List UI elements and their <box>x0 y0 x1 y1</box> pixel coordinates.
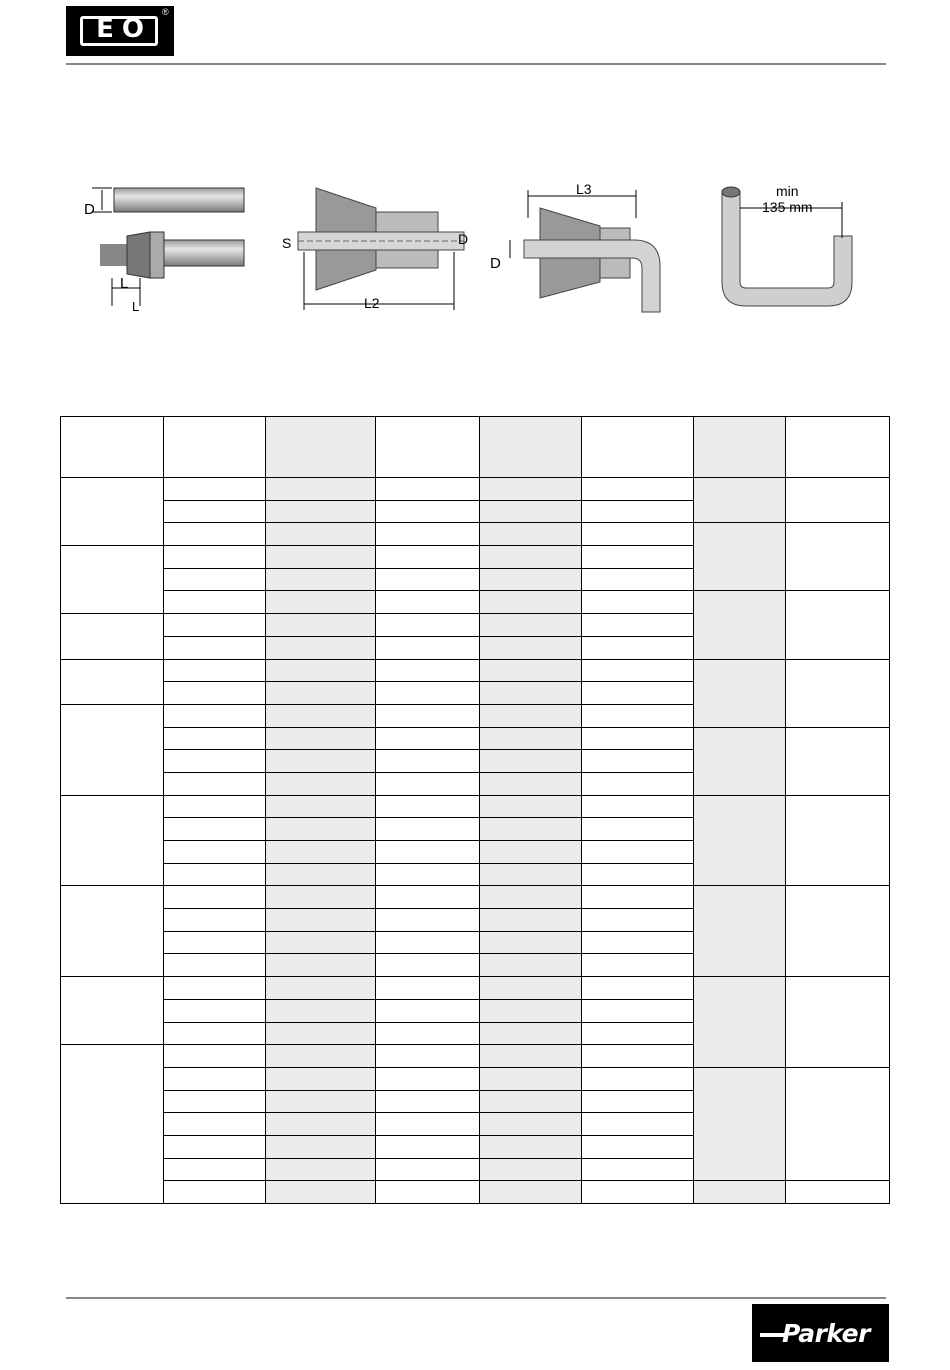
registered-mark: ® <box>162 7 169 17</box>
header-cell <box>266 417 376 478</box>
footer-divider <box>66 1297 886 1299</box>
figure-bend-length <box>484 178 672 312</box>
table-row <box>61 977 890 1000</box>
fig1-label-l: L <box>120 275 129 292</box>
fig3-label-l3: L3 <box>576 181 592 197</box>
table-row <box>61 523 890 546</box>
table-row <box>61 886 890 909</box>
table-row <box>61 1067 890 1090</box>
parker-logo <box>752 1304 889 1362</box>
header-cell <box>61 417 164 478</box>
table-row <box>61 478 890 501</box>
header-divider <box>66 63 886 65</box>
fig4-label-135mm: 135 mm <box>762 199 813 215</box>
fig2-label-l2: L2 <box>364 295 380 311</box>
header-cell <box>480 417 582 478</box>
header-cell <box>694 417 786 478</box>
fig2-label-d: D <box>458 231 469 247</box>
figure-tube-end-insertion <box>72 178 256 312</box>
table-row <box>61 591 890 614</box>
header-cell <box>164 417 266 478</box>
fig1-label-l-lower: L <box>132 299 140 314</box>
figure-u-bend-minimum <box>692 178 884 312</box>
header-cell <box>376 417 480 478</box>
eo-logo <box>66 6 174 56</box>
table-row <box>61 795 890 818</box>
table-row <box>61 659 890 682</box>
parker-logo-text: Parker <box>782 1319 870 1348</box>
fig4-label-min: min <box>776 183 799 199</box>
table-row <box>61 727 890 750</box>
header-cell <box>786 417 890 478</box>
fig1-label-d: D <box>84 201 95 218</box>
header-cell <box>582 417 694 478</box>
table-header-row <box>61 417 890 478</box>
eo-logo-text: EO <box>96 14 152 44</box>
spec-table <box>60 416 890 1204</box>
figure-straight-tube-length <box>276 178 469 312</box>
fig3-label-d: D <box>490 255 501 272</box>
table-row <box>61 1181 890 1204</box>
fig2-label-s: S <box>282 235 292 251</box>
